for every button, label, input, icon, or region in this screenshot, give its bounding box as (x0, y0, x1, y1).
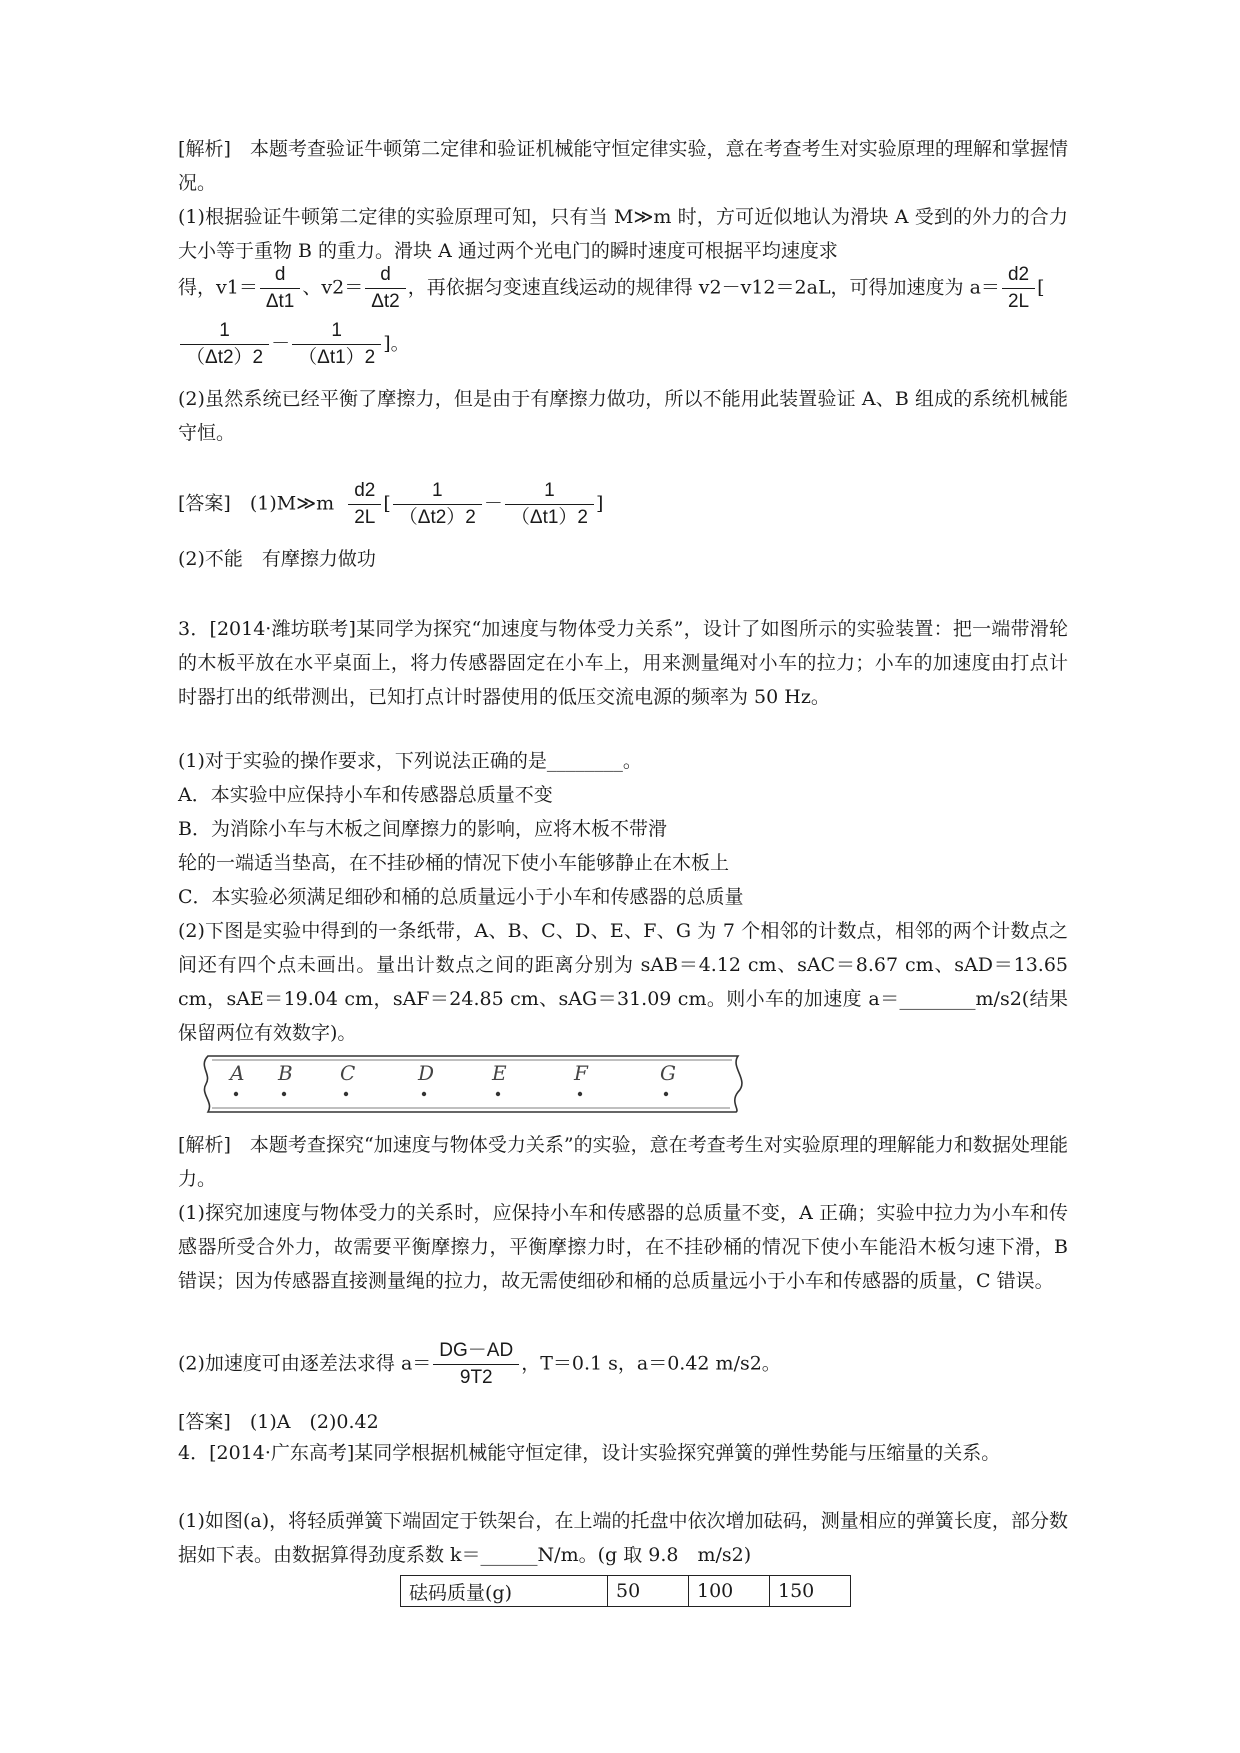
tape-point-label: D (418, 1061, 435, 1085)
formula-text: (2)加速度可由逐差法求得 a＝ (178, 1352, 432, 1375)
fraction-denominator: （Δt1）2 (510, 507, 588, 528)
velocity-formula-line (178, 262, 1045, 315)
fraction-v1 (260, 262, 301, 315)
fraction-denominator: （Δt1）2 (298, 347, 376, 368)
analysis3-part1: (1)探究加速度与物体受力的关系时，应保持小车和传感器的总质量不变，A 正确；实验中拉力为小车和传感器所受合外力，故需要平衡摩擦力，平衡摩擦力时，在不挂砂桶的情况下使小车能沿木板匀速下滑，B 错误；因为传感器直接测量绳的拉力，故无需使细砂和桶的总质量远小于小车和传感器的质量，C 错误。 (178, 1202, 1068, 1292)
tape-point-label: G (660, 1061, 676, 1085)
fraction-denominator: （Δt2）2 (398, 507, 476, 528)
question-4-stem: 4．[2014·广东高考]某同学根据机械能守恒定律，设计实验探究弹簧的弹性势能与压缩量的关系。 (178, 1442, 1001, 1464)
option-b-line2: 轮的一端适当垫高，在不挂砂桶的情况下使小车能够静止在木板上 (178, 852, 730, 874)
fraction-numerator: d (365, 262, 406, 289)
fraction-numerator: 1 (505, 478, 594, 505)
formula-text: ，T＝0.1 s，a＝0.42 m/s2。 (521, 1352, 781, 1375)
minus-sign: － (271, 332, 291, 355)
tape-point-dot (496, 1092, 500, 1096)
answer-fraction-inv-dt2 (393, 478, 482, 531)
answer-line-2: (2)不能 有摩擦力做功 (178, 548, 376, 570)
tape-point-label: C (340, 1061, 356, 1085)
fraction-v2 (365, 262, 406, 315)
formula-text: 得，v1＝ (178, 276, 258, 299)
question-3-stem: 3．[2014·潍坊联考]某同学为探究“加速度与物体受力关系”，设计了如图所示的实验装置：把一端带滑轮的木板平放在水平桌面上，将力传感器固定在小车上，用来测量绳对小车的拉力；小车的加速度由打点计时器打出的纸带测出，已知打点计时器使用的低压交流电源的频率为 50 Hz。 (178, 618, 1068, 708)
analysis3-intro: [解析] 本题考查探究“加速度与物体受力关系”的实验，意在考查考生对实验原理的理解能力和数据处理能力。 (178, 1134, 1068, 1190)
fraction-d2-2l (1002, 262, 1035, 315)
option-c: C．本实验必须满足细砂和桶的总质量远小于小车和传感器的总质量 (178, 886, 744, 908)
fraction-denominator: 9T2 (459, 1367, 493, 1388)
bracket: [ (383, 492, 391, 515)
fraction-dg-ad (433, 1338, 519, 1391)
table-cell: 100 (689, 1576, 770, 1607)
formula-text: ，再依据匀变速直线运动的规律得 v2－v12＝2aL，可得加速度为 a＝ (407, 276, 1000, 299)
answer-label: [答案] (1)M≫m (178, 492, 335, 515)
tape-point-label: F (574, 1061, 588, 1085)
analysis3-formula-line (178, 1338, 781, 1391)
table-row (401, 1576, 851, 1607)
question-3-part2: (2)下图是实验中得到的一条纸带，A、B、C、D、E、F、G 为 7 个相邻的计数点，相邻的两个计数点之间还有四个点未画出。量出计数点之间的距离分别为 sAB＝4.12 cm、sAC＝8.67 cm、sAD＝13.65 cm，sAE＝19.04 cm，sAF＝24.85 cm、sAG＝31.09 cm。则小车的加速度 a＝________m/s2(结果保留两位有效数字)。 (178, 920, 1068, 1044)
tape-point-dot (578, 1092, 582, 1096)
question-3-part1: (1)对于实验的操作要求，下列说法正确的是________。 (178, 750, 642, 772)
fraction-inv-dt2 (180, 318, 269, 371)
fraction-denominator: 2L (354, 507, 376, 528)
fraction-denominator: Δt1 (265, 291, 295, 312)
option-a: A．本实验中应保持小车和传感器总质量不变 (178, 784, 553, 806)
mass-table (400, 1575, 851, 1607)
fraction-denominator: （Δt2）2 (186, 347, 264, 368)
fraction-inv-dt1 (292, 318, 381, 371)
analysis-intro: [解析] 本题考查验证牛顿第二定律和验证机械能守恒定律实验，意在考查考生对实验原理的理解和掌握情况。 (178, 138, 1068, 194)
tape-point-dot (664, 1092, 668, 1096)
tape-point-dot (422, 1092, 426, 1096)
fraction-numerator: d2 (1002, 262, 1035, 289)
bracket: ]。 (383, 332, 410, 355)
table-cell: 50 (608, 1576, 689, 1607)
answer-line-1: [答案] (1)M≫m $\frac{d2}{2L}$ [ $\frac{1}{(\Delta t2)2}$ － $\frac{1}{(\Delta t1)2}$ ] (178, 478, 603, 531)
question-4-part1: (1)如图(a)，将轻质弹簧下端固定于铁架台，在上端的托盘中依次增加砝码，测量相应的弹簧长度，部分数据如下表。由数据算得劲度系数 k＝______N/m。(g 取 9.8 m/s2) (178, 1510, 1068, 1566)
table-header-cell: 砝码质量(g) (401, 1576, 608, 1607)
tape-point-label: A (230, 1061, 245, 1085)
fraction-numerator: DG－AD (433, 1338, 519, 1365)
answer-3: [答案] (1)A (2)0.42 (178, 1411, 379, 1433)
fraction-numerator: 1 (393, 478, 482, 505)
formula-text: 、v2＝ (302, 276, 364, 299)
acceleration-formula-line (178, 318, 410, 371)
fraction-numerator: d2 (348, 478, 381, 505)
fraction-numerator: 1 (292, 318, 381, 345)
fraction-numerator: 1 (180, 318, 269, 345)
fraction-denominator: 2L (1007, 291, 1030, 312)
tape-point-dot (282, 1092, 286, 1096)
fraction-numerator: d (260, 262, 301, 289)
minus-sign: － (483, 492, 503, 515)
answer-fraction-d2-2l (348, 478, 381, 531)
bracket: [ (1037, 276, 1045, 299)
fraction-denominator: Δt2 (371, 291, 400, 312)
tape-point-dot (344, 1092, 348, 1096)
tape-point-dot (234, 1092, 238, 1096)
tape-point-label: E (492, 1061, 507, 1085)
tape-point-label: B (278, 1061, 293, 1085)
answer-fraction-inv-dt1 (505, 478, 594, 531)
option-b-line1: B．为消除小车与木板之间摩擦力的影响，应将木板不带滑 (178, 818, 667, 840)
table-cell: 150 (770, 1576, 851, 1607)
analysis-part1: (1)根据验证牛顿第二定律的实验原理可知，只有当 M≫m 时，方可近似地认为滑块 A 受到的外力的合力大小等于重物 B 的重力。滑块 A 通过两个光电门的瞬时速度可根据平均速度求 (178, 206, 1068, 262)
paper-tape-figure (190, 1052, 750, 1116)
analysis-part2: (2)虽然系统已经平衡了摩擦力，但是由于有摩擦力做功，所以不能用此装置验证 A、B 组成的系统机械能守恒。 (178, 388, 1068, 444)
